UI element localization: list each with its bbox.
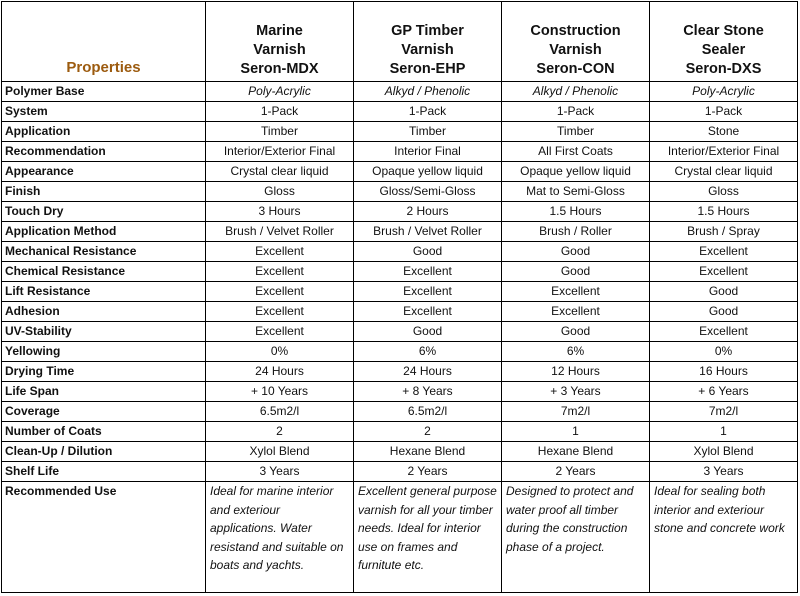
product-header-clear-stone-sealer bbox=[650, 2, 798, 82]
row-label: Life Span bbox=[2, 382, 206, 402]
row-label: Application Method bbox=[2, 222, 206, 242]
table-cell: Excellent bbox=[354, 302, 502, 322]
table-row bbox=[2, 162, 798, 182]
table-row bbox=[2, 282, 798, 302]
table-cell: Interior/Exterior Final bbox=[650, 142, 798, 162]
product-header-line: Clear Stone bbox=[683, 23, 764, 39]
product-header-line: Varnish bbox=[549, 42, 602, 58]
recommended-use-cell: Ideal for marine interior and exteriour applications. Water resistand and suitable on boats and yachts. bbox=[206, 482, 354, 593]
product-header-line: Seron-MDX bbox=[240, 61, 319, 77]
row-label: Chemical Resistance bbox=[2, 262, 206, 282]
table-cell: + 3 Years bbox=[502, 382, 650, 402]
product-header-line: GP Timber bbox=[391, 23, 464, 39]
table-row bbox=[2, 362, 798, 382]
row-label: Clean-Up / Dilution bbox=[2, 442, 206, 462]
table-cell: 12 Hours bbox=[502, 362, 650, 382]
table-cell: Good bbox=[502, 322, 650, 342]
table-cell: 1.5 Hours bbox=[502, 202, 650, 222]
row-label: UV-Stability bbox=[2, 322, 206, 342]
recommended-use-cell: Designed to protect and water proof all timber during the construction phase of a project. bbox=[502, 482, 650, 593]
product-header-line: Construction bbox=[530, 23, 621, 39]
header-row bbox=[2, 2, 798, 82]
table-cell: Excellent bbox=[502, 282, 650, 302]
table-cell: 2 bbox=[206, 422, 354, 442]
table-cell: Gloss bbox=[650, 182, 798, 202]
table-cell: Excellent bbox=[206, 322, 354, 342]
table-cell: Excellent bbox=[650, 322, 798, 342]
table-cell: 1-Pack bbox=[650, 102, 798, 122]
table-cell: 7m2/l bbox=[502, 402, 650, 422]
table-cell: Interior/Exterior Final bbox=[206, 142, 354, 162]
table-cell: Opaque yellow liquid bbox=[502, 162, 650, 182]
table-cell: + 10 Years bbox=[206, 382, 354, 402]
table-cell: Poly-Acrylic bbox=[206, 82, 354, 102]
row-label: Number of Coats bbox=[2, 422, 206, 442]
table-cell: Timber bbox=[354, 122, 502, 142]
table-cell: 24 Hours bbox=[206, 362, 354, 382]
product-header-line: Seron-EHP bbox=[389, 61, 466, 77]
table-cell: Hexane Blend bbox=[354, 442, 502, 462]
row-label: Polymer Base bbox=[2, 82, 206, 102]
row-label: Adhesion bbox=[2, 302, 206, 322]
row-label: Recommendation bbox=[2, 142, 206, 162]
table-cell: 3 Hours bbox=[206, 202, 354, 222]
recommended-use-cell: Excellent general purpose varnish for all your timber needs. Ideal for interior use on frames and furnitute etc. bbox=[354, 482, 502, 593]
table-cell: 2 Years bbox=[354, 462, 502, 482]
product-header-line: Varnish bbox=[401, 42, 454, 58]
table-row bbox=[2, 202, 798, 222]
table-cell: Brush / Velvet Roller bbox=[354, 222, 502, 242]
row-label: System bbox=[2, 102, 206, 122]
table-cell: 0% bbox=[650, 342, 798, 362]
row-label: Appearance bbox=[2, 162, 206, 182]
product-header-line: Sealer bbox=[701, 42, 746, 58]
row-label: Shelf Life bbox=[2, 462, 206, 482]
table-cell: Brush / Roller bbox=[502, 222, 650, 242]
row-label: Finish bbox=[2, 182, 206, 202]
table-cell: Good bbox=[502, 262, 650, 282]
product-header-gp-timber-varnish bbox=[354, 2, 502, 82]
table-cell: 1-Pack bbox=[354, 102, 502, 122]
table-cell: Good bbox=[354, 242, 502, 262]
product-header-line: Seron-DXS bbox=[685, 61, 762, 77]
table-cell: Crystal clear liquid bbox=[206, 162, 354, 182]
table-cell: Alkyd / Phenolic bbox=[354, 82, 502, 102]
row-label: Mechanical Resistance bbox=[2, 242, 206, 262]
table-cell: 1.5 Hours bbox=[650, 202, 798, 222]
table-row bbox=[2, 82, 798, 102]
properties-header: Properties bbox=[2, 2, 206, 82]
table-cell: Good bbox=[354, 322, 502, 342]
table-cell: Good bbox=[502, 242, 650, 262]
recommended-use-cell: Ideal for sealing both interior and exteriour stone and concrete work bbox=[650, 482, 798, 593]
table-cell: 16 Hours bbox=[650, 362, 798, 382]
table-cell: Timber bbox=[206, 122, 354, 142]
table-cell: Excellent bbox=[206, 262, 354, 282]
table-cell: 3 Years bbox=[206, 462, 354, 482]
table-row bbox=[2, 402, 798, 422]
row-label: Touch Dry bbox=[2, 202, 206, 222]
table-cell: Excellent bbox=[206, 242, 354, 262]
table-cell: 0% bbox=[206, 342, 354, 362]
table-cell: Excellent bbox=[502, 302, 650, 322]
table-cell: 2 Years bbox=[502, 462, 650, 482]
table-row bbox=[2, 262, 798, 282]
table-cell: Brush / Velvet Roller bbox=[206, 222, 354, 242]
row-label: Drying Time bbox=[2, 362, 206, 382]
table-cell: 6% bbox=[502, 342, 650, 362]
table-cell: 6.5m2/l bbox=[354, 402, 502, 422]
table-cell: 6.5m2/l bbox=[206, 402, 354, 422]
table-cell: 2 Hours bbox=[354, 202, 502, 222]
table-cell: 24 Hours bbox=[354, 362, 502, 382]
table-cell: 7m2/l bbox=[650, 402, 798, 422]
table-row bbox=[2, 382, 798, 402]
row-label: Application bbox=[2, 122, 206, 142]
table-row bbox=[2, 302, 798, 322]
table-row bbox=[2, 322, 798, 342]
table-cell: Brush / Spray bbox=[650, 222, 798, 242]
table-cell: Interior Final bbox=[354, 142, 502, 162]
table-row bbox=[2, 442, 798, 462]
table-cell: 1-Pack bbox=[206, 102, 354, 122]
table-cell: 1 bbox=[650, 422, 798, 442]
product-header-line: Varnish bbox=[253, 42, 306, 58]
table-row bbox=[2, 122, 798, 142]
table-cell: Mat to Semi-Gloss bbox=[502, 182, 650, 202]
table-cell: Opaque yellow liquid bbox=[354, 162, 502, 182]
table-cell: Stone bbox=[650, 122, 798, 142]
table-cell: Excellent bbox=[206, 282, 354, 302]
table-cell: Excellent bbox=[206, 302, 354, 322]
table-cell: Xylol Blend bbox=[650, 442, 798, 462]
row-label: Recommended Use bbox=[2, 482, 206, 593]
table-row bbox=[2, 242, 798, 262]
table-cell: 1 bbox=[502, 422, 650, 442]
product-comparison-table bbox=[1, 1, 798, 593]
table-cell: Hexane Blend bbox=[502, 442, 650, 462]
table-cell: 2 bbox=[354, 422, 502, 442]
table-cell: Gloss/Semi-Gloss bbox=[354, 182, 502, 202]
row-label: Lift Resistance bbox=[2, 282, 206, 302]
table-row bbox=[2, 182, 798, 202]
table-cell: 3 Years bbox=[650, 462, 798, 482]
table-cell: Good bbox=[650, 302, 798, 322]
product-header-line: Marine bbox=[256, 23, 303, 39]
table-cell: Timber bbox=[502, 122, 650, 142]
table-cell: All First Coats bbox=[502, 142, 650, 162]
product-header-construction-varnish bbox=[502, 2, 650, 82]
product-header-marine-varnish bbox=[206, 2, 354, 82]
table-cell: 1-Pack bbox=[502, 102, 650, 122]
row-label: Coverage bbox=[2, 402, 206, 422]
table-cell: + 6 Years bbox=[650, 382, 798, 402]
recommended-use-row bbox=[2, 482, 798, 593]
table-row bbox=[2, 222, 798, 242]
table-row bbox=[2, 342, 798, 362]
table-row bbox=[2, 102, 798, 122]
table-cell: Excellent bbox=[354, 282, 502, 302]
table-cell: Gloss bbox=[206, 182, 354, 202]
table-cell: Excellent bbox=[650, 262, 798, 282]
table-cell: 6% bbox=[354, 342, 502, 362]
table-cell: Good bbox=[650, 282, 798, 302]
table-cell: Excellent bbox=[650, 242, 798, 262]
table-cell: Alkyd / Phenolic bbox=[502, 82, 650, 102]
table-cell: Excellent bbox=[354, 262, 502, 282]
table-row bbox=[2, 422, 798, 442]
table-cell: Poly-Acrylic bbox=[650, 82, 798, 102]
table-row bbox=[2, 462, 798, 482]
table-row bbox=[2, 142, 798, 162]
table-cell: Crystal clear liquid bbox=[650, 162, 798, 182]
row-label: Yellowing bbox=[2, 342, 206, 362]
table-cell: Xylol Blend bbox=[206, 442, 354, 462]
product-header-line: Seron-CON bbox=[536, 61, 615, 77]
table-cell: + 8 Years bbox=[354, 382, 502, 402]
